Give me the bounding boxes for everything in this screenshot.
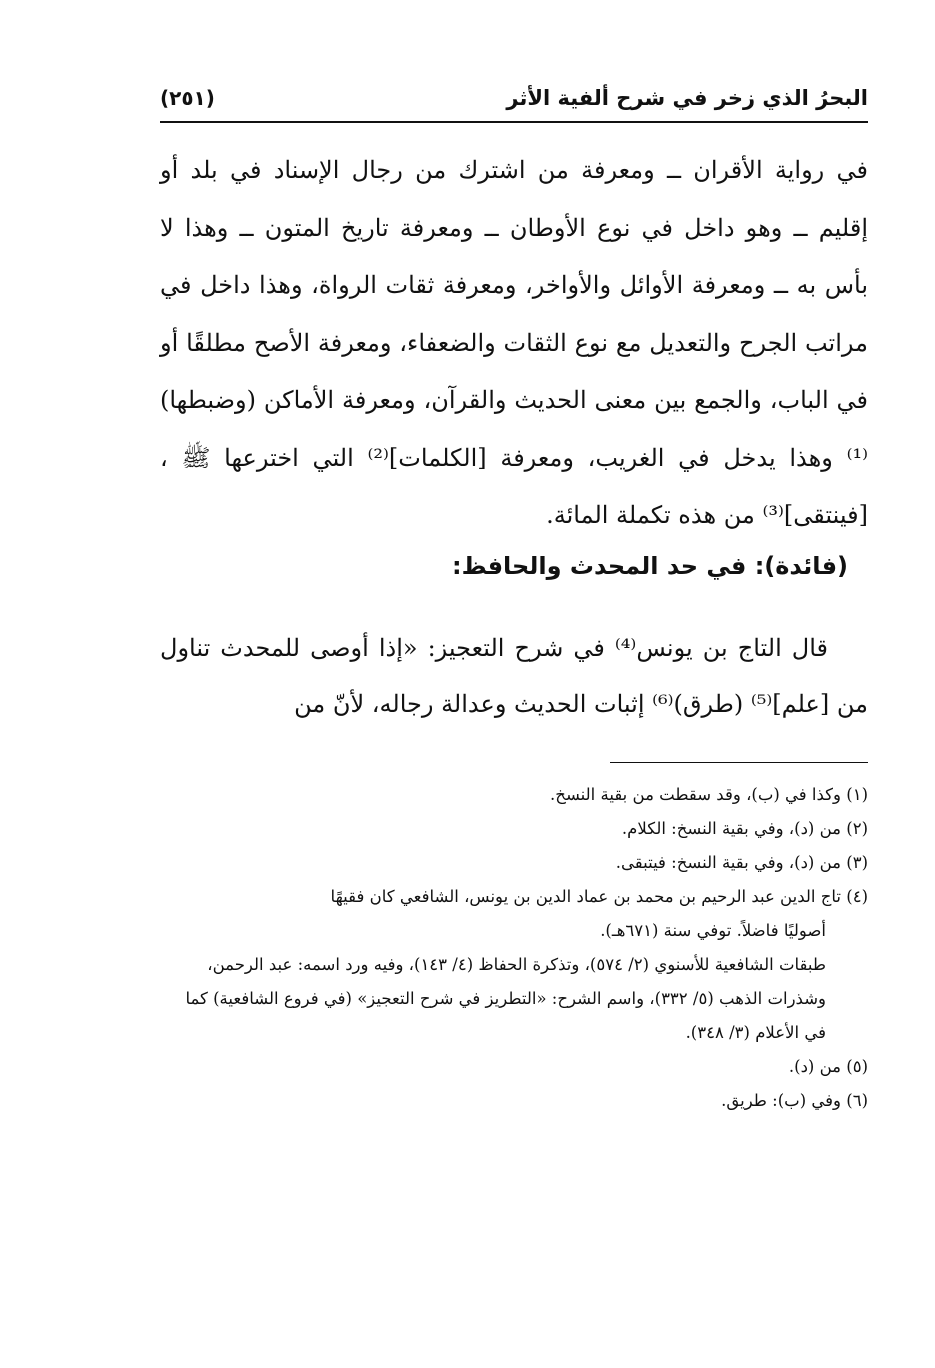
- book-title: البحرُ الذي زخر في شرح ألفية الأثر: [506, 86, 868, 110]
- footnote-4: [160, 880, 868, 948]
- running-header: [160, 76, 868, 120]
- footnote-separator: [610, 762, 868, 763]
- footnote-1: (١) وكذا في (ب)، وقد سقطت من بقية النسخ.: [550, 785, 868, 804]
- footnote-3: (٣) من (د)، وفي بقية النسخ: فيتبقى.: [615, 853, 868, 872]
- section-heading: (فائدة): في حد المحدث والحافظ:: [452, 552, 848, 580]
- paragraph: قال التاج بن يونس⁽⁴⁾ في شرح التعجيز: «إذا أوصى للمحدث تناول من [علم]⁽⁵⁾ (طرق)⁽⁶⁾ إثبات الحديث وعدالة رجاله، لأنّ من: [160, 634, 868, 718]
- footnote-4-citation: طبقات الشافعية للأسنوي (٢/ ٥٧٤)، وتذكرة الحفاظ (٤/ ١٤٣)، وفيه ورد اسمه: عبد الرحمن، وشذرات الذهب (٥/ ٣٣٢)، واسم الشرح: «التطريز في شرح التعجيز» (في فروع الشافعية) كما في الأعلام (٣/ ٣٤٨).: [185, 955, 826, 1042]
- footnote-4-line-2: أصوليًا فاضلاً. توفي سنة (٦٧١هـ).: [600, 921, 826, 940]
- footnotes: [160, 778, 868, 1118]
- footnote-2: (٢) من (د)، وفي بقية النسخ: الكلام.: [621, 819, 868, 838]
- footnote-6: (٦) وفي (ب): طريق.: [721, 1091, 868, 1110]
- main-text-continued: [160, 620, 868, 732]
- header-rule: [160, 121, 868, 123]
- footnote-4-line-1: (٤) تاج الدين عبد الرحيم بن محمد بن عماد الدين بن يونس، الشافعي كان فقيهًا: [330, 887, 868, 906]
- main-text: [160, 142, 868, 545]
- paragraph: في رواية الأقران ــ ومعرفة من اشترك من رجال الإسناد في بلد أو إقليم ــ وهو داخل في نوع الأوطان ــ ومعرفة تاريخ المتون ــ وهذا لا بأس به ــ ومعرفة الأوائل والأواخر، ومعرفة ثقات الرواة، وهذا داخل في مراتب الجرح والتعديل مع نوع الثقات والضعفاء، ومعرفة الأصح مطلقًا أو في الباب، والجمع بين معنى الحديث والقرآن، ومعرفة الأماكن (وضبطها)⁽¹⁾ وهذا يدخل في الغريب، ومعرفة [الكلمات]⁽²⁾ التي اخترعها ﷺ ، [فينتقى]⁽³⁾ من هذه تكملة المائة.: [160, 156, 869, 529]
- page-number: (٢٥١): [160, 86, 215, 110]
- footnote-5: (٥) من (د).: [788, 1057, 868, 1076]
